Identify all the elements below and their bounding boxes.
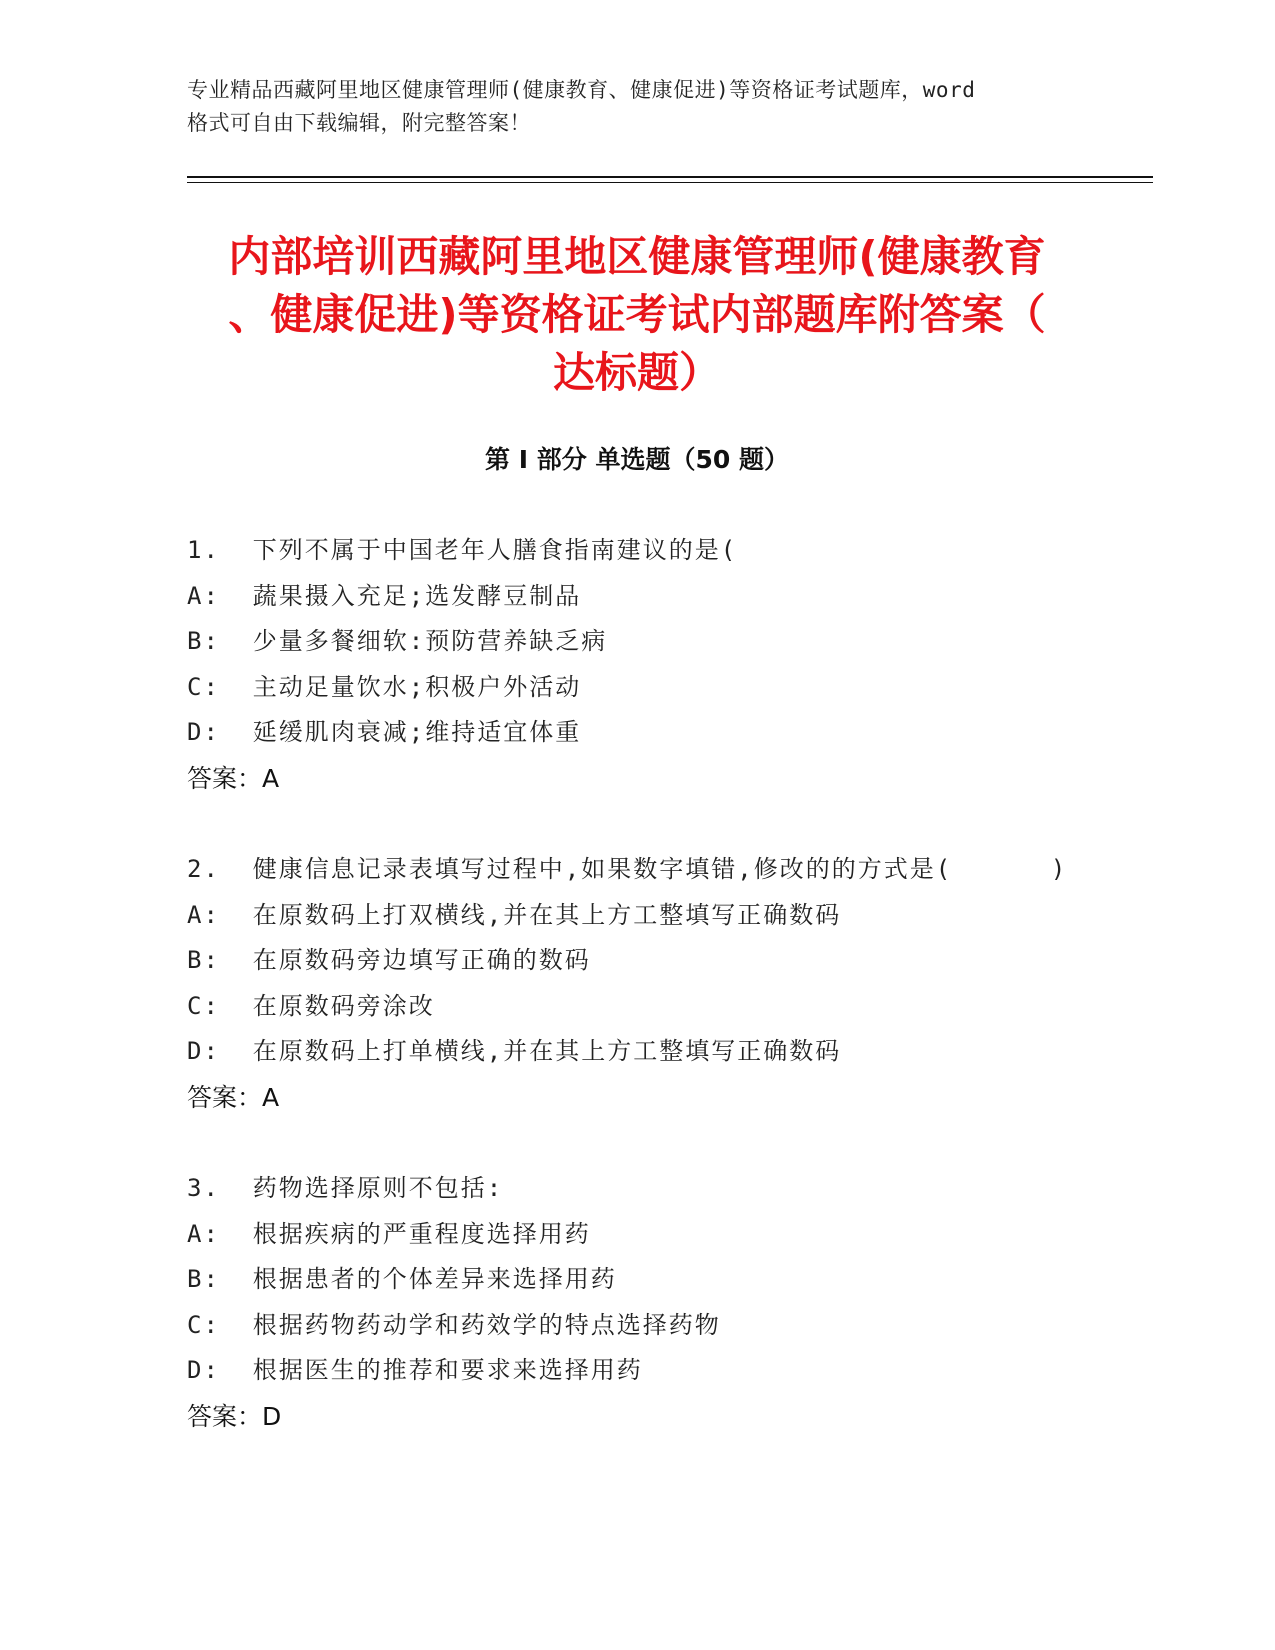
option-c: C: 在原数码旁涂改	[187, 991, 435, 1020]
question-stem: 1. 下列不属于中国老年人膳食指南建议的是(	[187, 536, 738, 564]
header-note-line-2: 格式可自由下载编辑，附完整答案！	[187, 111, 531, 135]
question-stem: 3. 药物选择原则不包括:	[187, 1174, 504, 1202]
header-note	[187, 74, 1067, 140]
title-line-3: 达标题）	[552, 348, 721, 397]
option-d: D: 延缓肌肉衰减;维持适宜体重	[187, 718, 582, 746]
header-note-line-1: 专业精品西藏阿里地区健康管理师(健康教育、健康促进)等资格证考试题库，word	[187, 78, 976, 102]
title-line-1: 内部培训西藏阿里地区健康管理师(健康教育	[228, 232, 1046, 281]
option-d: D: 根据医生的推荐和要求来选择用药	[187, 1356, 643, 1384]
option-c: C: 主动足量饮水;积极户外活动	[187, 672, 582, 701]
option-b: B: 少量多餐细软:预防营养缺乏病	[187, 627, 608, 655]
answer: 答案：A	[187, 763, 280, 793]
option-d: D: 在原数码上打单横线,并在其上方工整填写正确数码	[187, 1037, 842, 1065]
header-divider-thick	[187, 176, 1153, 178]
header-divider-thin	[187, 182, 1153, 183]
document-title	[187, 228, 1087, 402]
option-b: B: 根据患者的个体差异来选择用药	[187, 1265, 617, 1293]
question-stem: 2. 健康信息记录表填写过程中,如果数字填错,修改的的方式是( )	[187, 855, 1068, 883]
option-c: C: 根据药物药动学和药效学的特点选择药物	[187, 1310, 721, 1339]
answer: 答案：D	[187, 1401, 282, 1431]
option-b: B: 在原数码旁边填写正确的数码	[187, 946, 591, 974]
question-2	[187, 847, 1107, 1120]
title-line-2: 、健康促进)等资格证考试内部题库附答案（	[228, 290, 1046, 339]
answer: 答案：A	[187, 1082, 280, 1112]
question-1	[187, 528, 1107, 801]
option-a: A: 根据疾病的严重程度选择用药	[187, 1219, 591, 1248]
section-title: 第 I 部分 单选题（50 题）	[485, 445, 789, 474]
option-a: A: 蔬果摄入充足;选发酵豆制品	[187, 581, 582, 610]
question-3	[187, 1166, 1107, 1439]
option-a: A: 在原数码上打双横线,并在其上方工整填写正确数码	[187, 900, 842, 929]
